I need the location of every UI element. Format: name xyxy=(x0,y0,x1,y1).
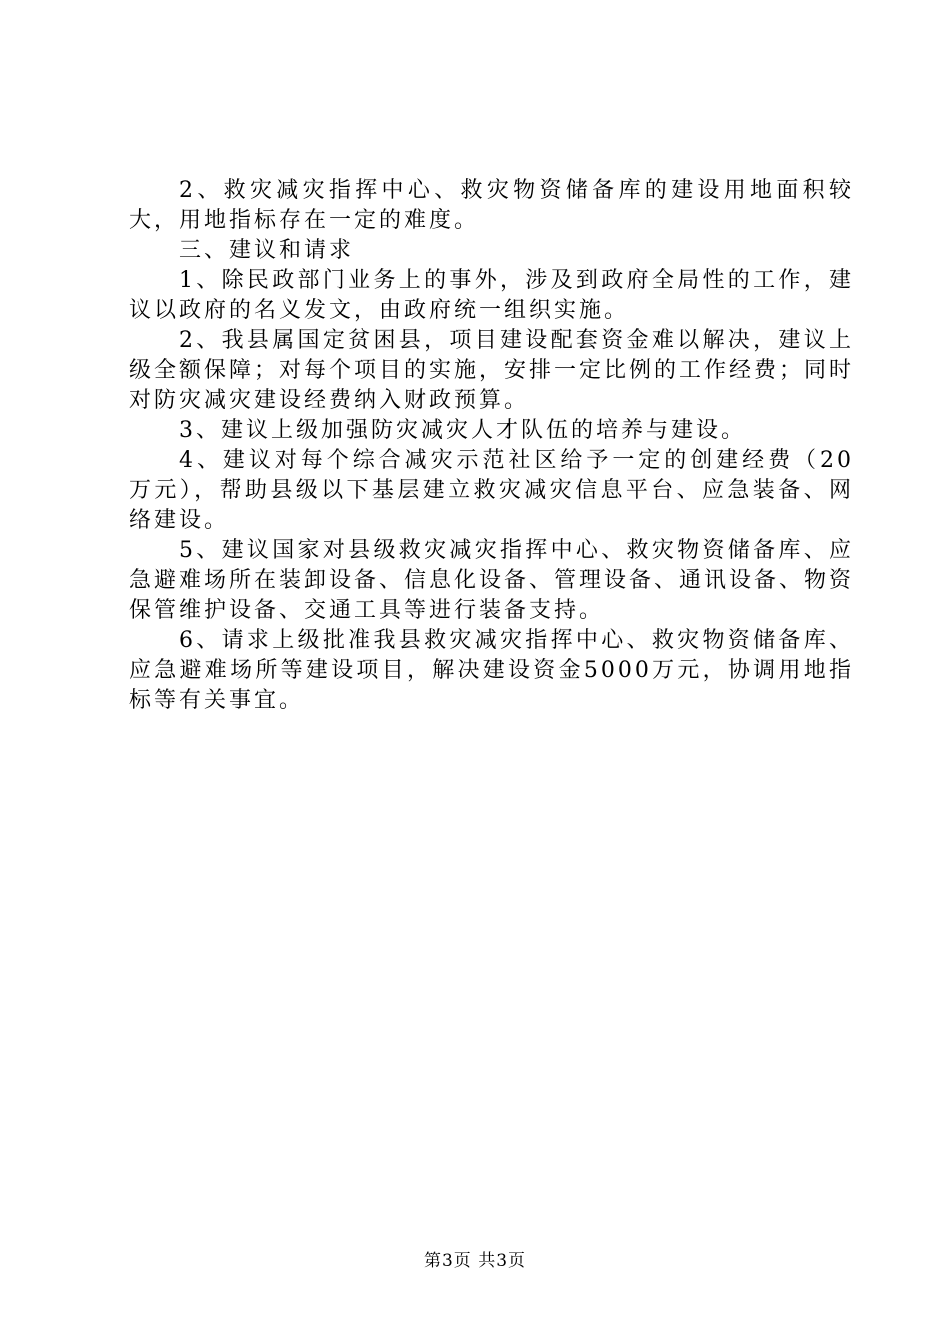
paragraph-suggestion-3: 3、建议上级加强防灾减灾人才队伍的培养与建设。 xyxy=(179,418,746,443)
document-body xyxy=(129,176,854,716)
paragraph-suggestion-6: 6、请求上级批准我县救灾减灾指挥中心、救灾物资储备库、应急避难场所等建设项目，解决建设资金5000万元，协调用地指标等有关事宜。 xyxy=(129,628,854,713)
paragraph-land-difficulty: 2、救灾减灾指挥中心、救灾物资储备库的建设用地面积较大，用地指标存在一定的难度。 xyxy=(129,178,854,233)
section-heading-suggestions: 三、建议和请求 xyxy=(179,238,355,263)
paragraph-suggestion-5: 5、建议国家对县级救灾减灾指挥中心、救灾物资储备库、应急避难场所在装卸设备、信息化设备、管理设备、通讯设备、物资保管维护设备、交通工具等进行装备支持。 xyxy=(129,538,855,623)
paragraph-suggestion-1: 1、除民政部门业务上的事外，涉及到政府全局性的工作，建议以政府的名义发文，由政府统一组织实施。 xyxy=(129,268,854,323)
page-number-footer: 第3页 共3页 xyxy=(423,1251,527,1271)
paragraph-suggestion-4: 4、建议对每个综合减灾示范社区给予一定的创建经费（20万元），帮助县级以下基层建立救灾减灾信息平台、应急装备、网络建设。 xyxy=(129,448,854,533)
paragraph-suggestion-2: 2、我县属国定贫困县，项目建设配套资金难以解决，建议上级全额保障；对每个项目的实施，安排一定比例的工作经费；同时对防灾减灾建设经费纳入财政预算。 xyxy=(129,328,855,413)
